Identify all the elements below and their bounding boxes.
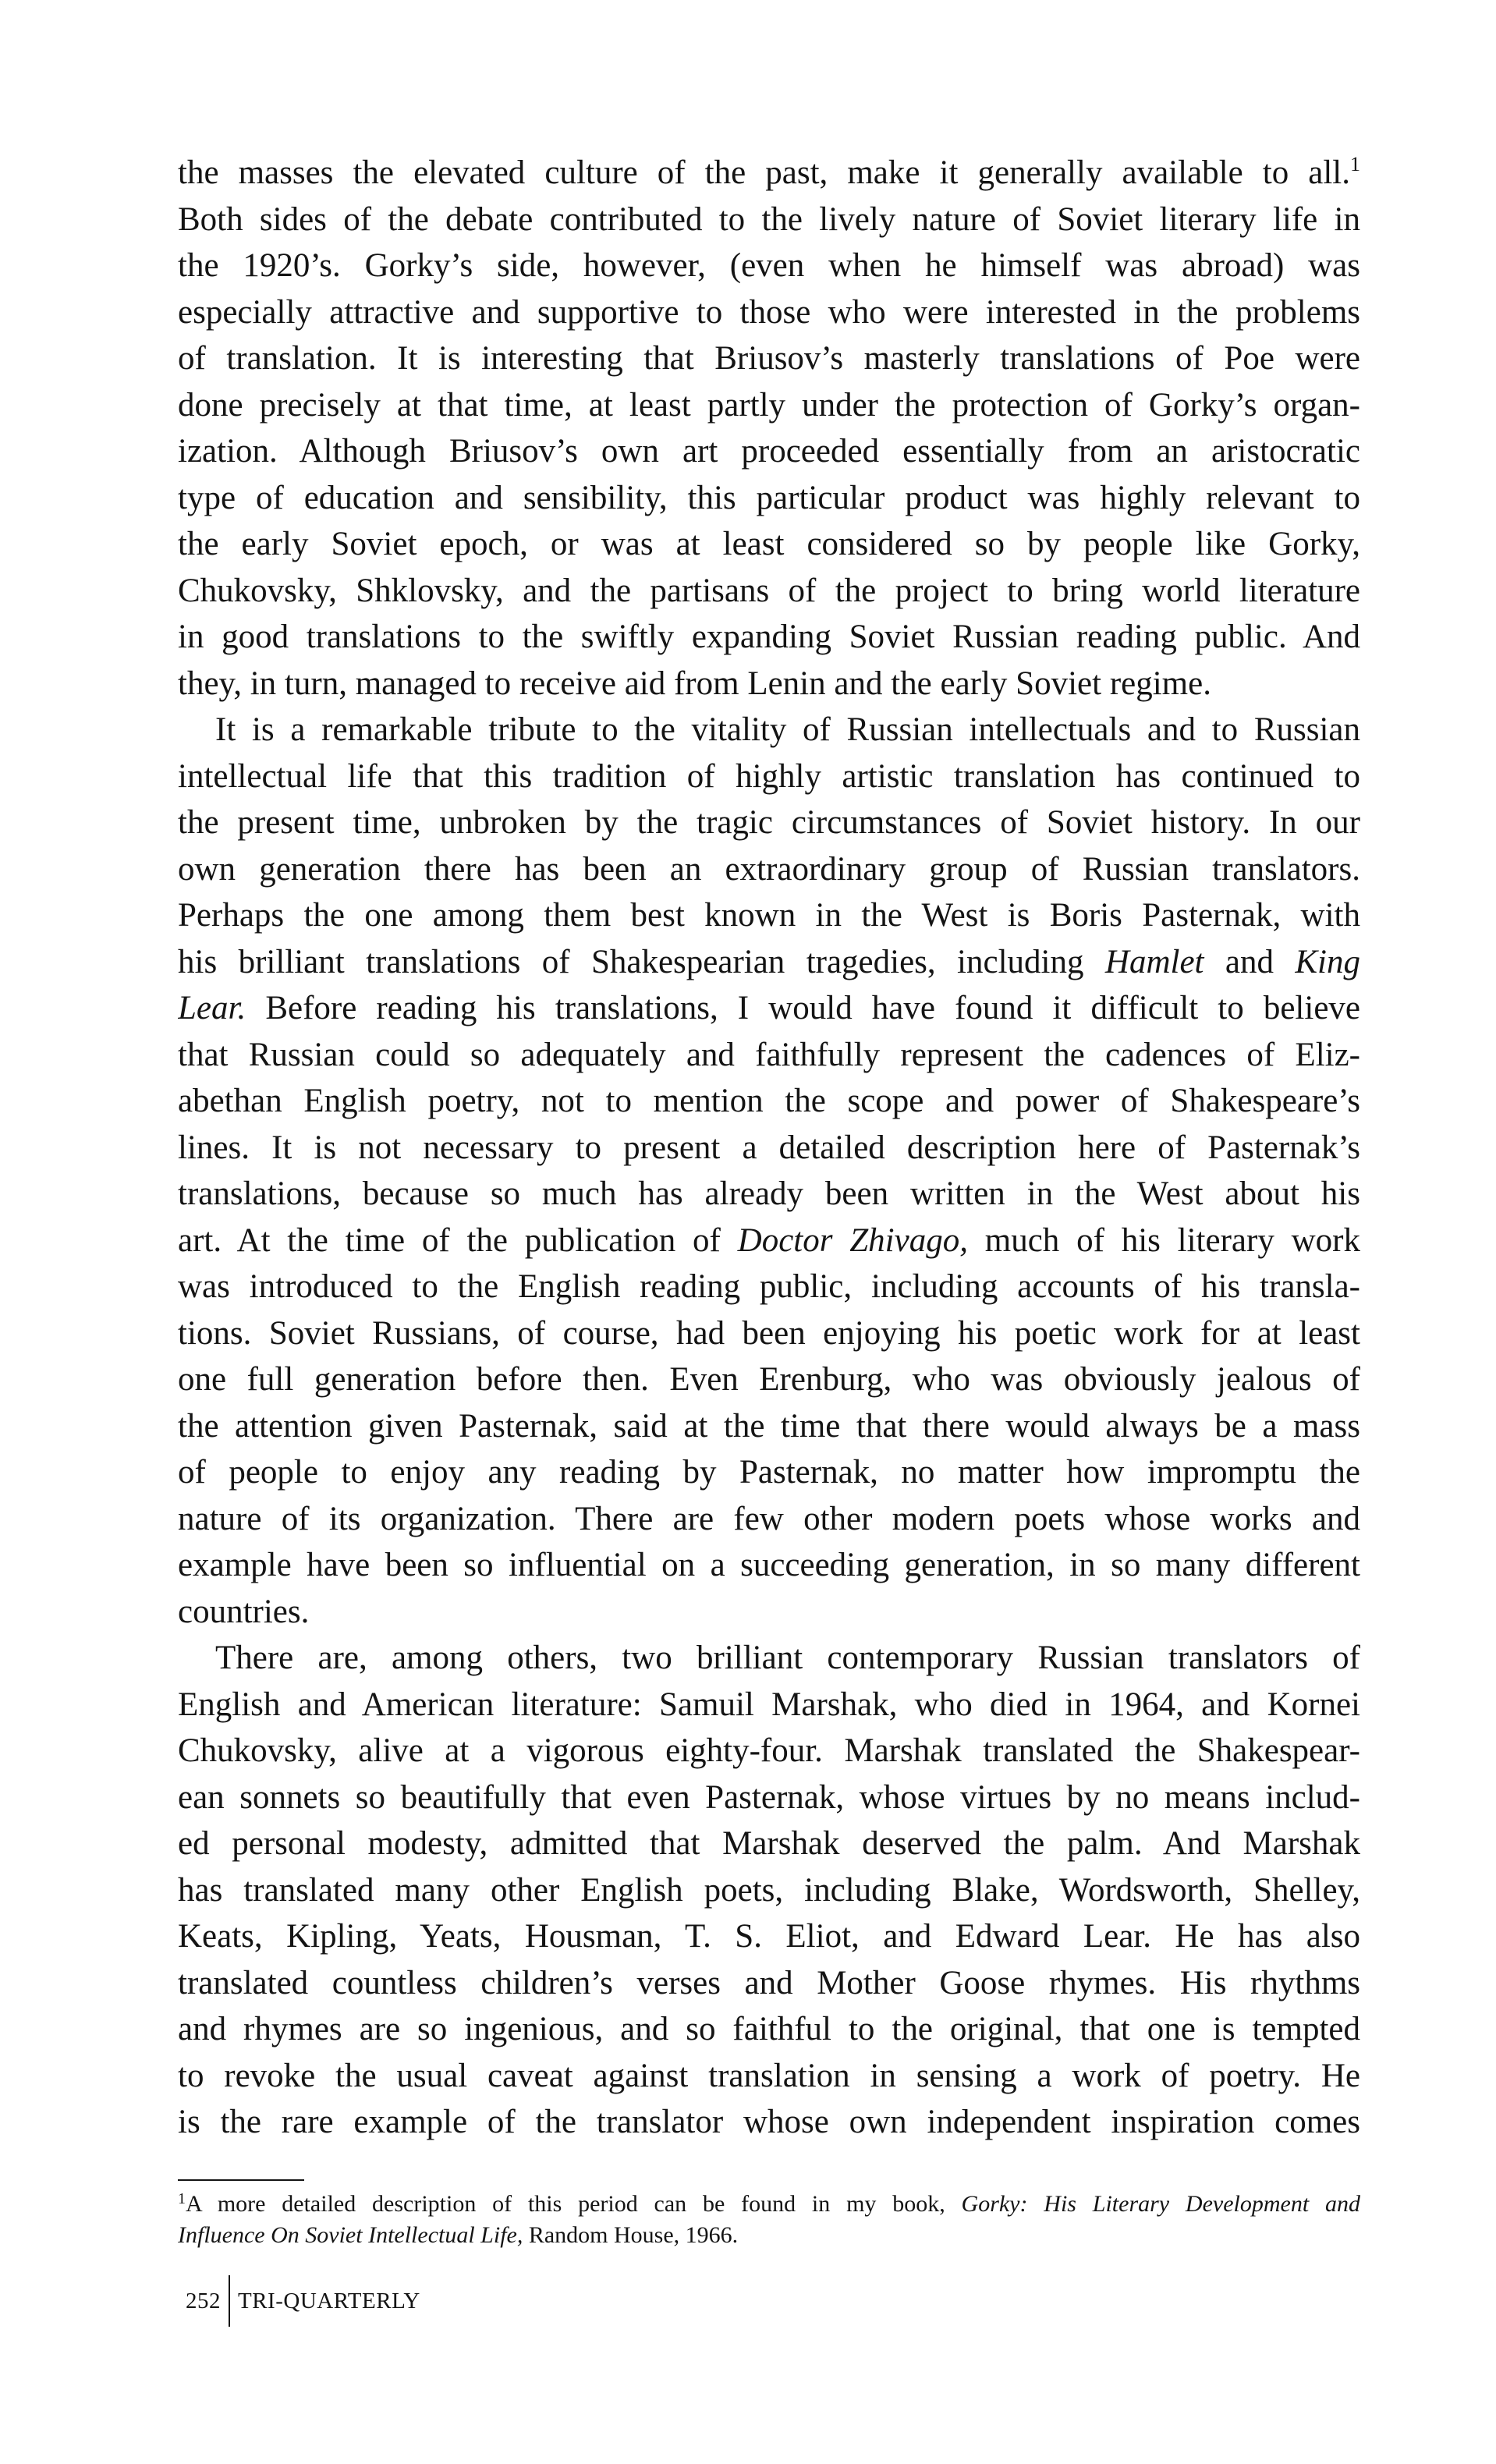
- footnote: [178, 2189, 1360, 2251]
- text-line: ization. Although Briusov’s own art proceeded essentially from an aristocratic: [178, 433, 1360, 470]
- body-text: [178, 150, 1360, 2146]
- folio-divider: [229, 2275, 230, 2327]
- text-line: to revoke the usual caveat against translation in sensing a work of poetry. He: [178, 2057, 1360, 2094]
- footnote-line: $^1$A more detailed description of this period can be found in my book, Gorky: His Literary Development and: [178, 2190, 1360, 2217]
- text-line: type of education and sensibility, this particular product was highly relevant to: [178, 479, 1360, 516]
- italic-title: Gorky: His Literary Development and: [961, 2191, 1360, 2217]
- text-line: that Russian could so adequately and faithfully represent the cadences of Eliz-: [178, 1036, 1360, 1073]
- text-line: Chukovsky, Shklovsky, and the partisans of the project to bring world literature: [178, 572, 1360, 609]
- text-line: own generation there has been an extraordinary group of Russian translators.: [178, 850, 1360, 888]
- italic-title: Doctor Zhivago,: [737, 1221, 968, 1259]
- text-line: It is a remarkable tribute to the vitality of Russian intellectuals and to Russian: [215, 711, 1360, 748]
- text-line: especially attractive and supportive to those who were interested in the problems: [178, 293, 1360, 331]
- text-line: the early Soviet epoch, or was at least considered so by people like Gorky,: [178, 526, 1360, 562]
- text-line: the masses the elevated culture of the past, make it generally available to all.$^1$: [178, 153, 1360, 191]
- text-line: Perhaps the one among them best known in the West is Boris Pasternak, with: [178, 897, 1360, 934]
- footnote-line: Influence On Soviet Intellectual Life, Random House, 1966.: [178, 2222, 739, 2248]
- text-line: art. At the time of the publication of Doctor Zhivago, much of his literary work: [178, 1221, 1360, 1259]
- text-line: the present time, unbroken by the tragic circumstances of Soviet history. In our: [178, 804, 1360, 841]
- text-line: English and American literature: Samuil Marshak, who died in 1964, and Kornei: [178, 1686, 1360, 1723]
- journal-name: TRI-QUARTERLY: [238, 2288, 420, 2313]
- text-line: lines. It is not necessary to present a detailed description here of Pasternak’s: [178, 1129, 1360, 1166]
- text-line: Keats, Kipling, Yeats, Housman, T. S. Eliot, and Edward Lear. He has also: [178, 1918, 1360, 1955]
- text-line: countries.: [178, 1593, 310, 1630]
- text-line: intellectual life that this tradition of highly artistic translation has continued to: [178, 757, 1360, 795]
- footnote-divider: [178, 2179, 304, 2181]
- text-line: the 1920’s. Gorky’s side, however, (even when he himself was abroad) was: [178, 247, 1360, 284]
- text-line: Both sides of the debate contributed to the lively nature of Soviet literary life in: [178, 200, 1360, 238]
- text-line: tions. Soviet Russians, of course, had been enjoying his poetic work for at least: [178, 1314, 1360, 1352]
- text-line: one full generation before then. Even Erenburg, who was obviously jealous of: [178, 1361, 1360, 1398]
- footnote-reference: 1: [1350, 153, 1360, 175]
- italic-title: Hamlet: [1104, 943, 1204, 980]
- text-line: was introduced to the English reading public, including accounts of his transla-: [178, 1268, 1360, 1305]
- text-line: There are, among others, two brilliant contemporary Russian translators of: [215, 1640, 1360, 1676]
- text-line: Lear. Before reading his translations, I would have found it difficult to believe: [178, 990, 1360, 1026]
- italic-title: Influence On Soviet Intellectual Life,: [178, 2222, 523, 2248]
- text-line: example have been so influential on a succeeding generation, in so many different: [178, 1547, 1360, 1583]
- text-line: nature of its organization. There are few other modern poets whose works and: [178, 1500, 1360, 1537]
- text-line: ean sonnets so beautifully that even Pasternak, whose virtues by no means includ-: [178, 1778, 1360, 1816]
- text-line: ed personal modesty, admitted that Marshak deserved the palm. And Marshak: [178, 1825, 1360, 1862]
- italic-title: Lear.: [178, 990, 246, 1026]
- italic-title: King: [1295, 943, 1360, 980]
- text-line: is the rare example of the translator whose own independent inspiration comes: [178, 2104, 1360, 2140]
- text-line: his brilliant translations of Shakespearian tragedies, including Hamlet and King: [178, 943, 1360, 980]
- page-footer: [186, 2278, 420, 2324]
- text-line: they, in turn, managed to receive aid from Lenin and the early Soviet regime.: [178, 665, 1211, 702]
- text-line: abethan English poetry, not to mention the scope and power of Shakespeare’s: [178, 1083, 1360, 1119]
- text-line: and rhymes are so ingenious, and so faithful to the original, that one is tempted: [178, 2011, 1360, 2047]
- text-line: in good translations to the swiftly expanding Soviet Russian reading public. And: [178, 619, 1360, 655]
- text-line: translated countless children’s verses and Mother Goose rhymes. His rhythms: [178, 1964, 1360, 2001]
- text-line: of translation. It is interesting that Briusov’s masterly translations of Poe were: [178, 340, 1360, 377]
- text-line: has translated many other English poets, including Blake, Wordsworth, Shelley,: [178, 1871, 1360, 1909]
- page-number: 252: [186, 2288, 221, 2313]
- text-line: Chukovsky, alive at a vigorous eighty-four. Marshak translated the Shakespear-: [178, 1732, 1360, 1769]
- footnote-marker: 1: [178, 2190, 186, 2207]
- text-line: done precisely at that time, at least partly under the protection of Gorky’s organ-: [178, 386, 1360, 424]
- text-line: the attention given Pasternak, said at the time that there would always be a mass: [178, 1407, 1360, 1445]
- text-line: translations, because so much has already been written in the West about his: [178, 1175, 1360, 1212]
- text-line: of people to enjoy any reading by Pasternak, no matter how impromptu the: [178, 1454, 1360, 1491]
